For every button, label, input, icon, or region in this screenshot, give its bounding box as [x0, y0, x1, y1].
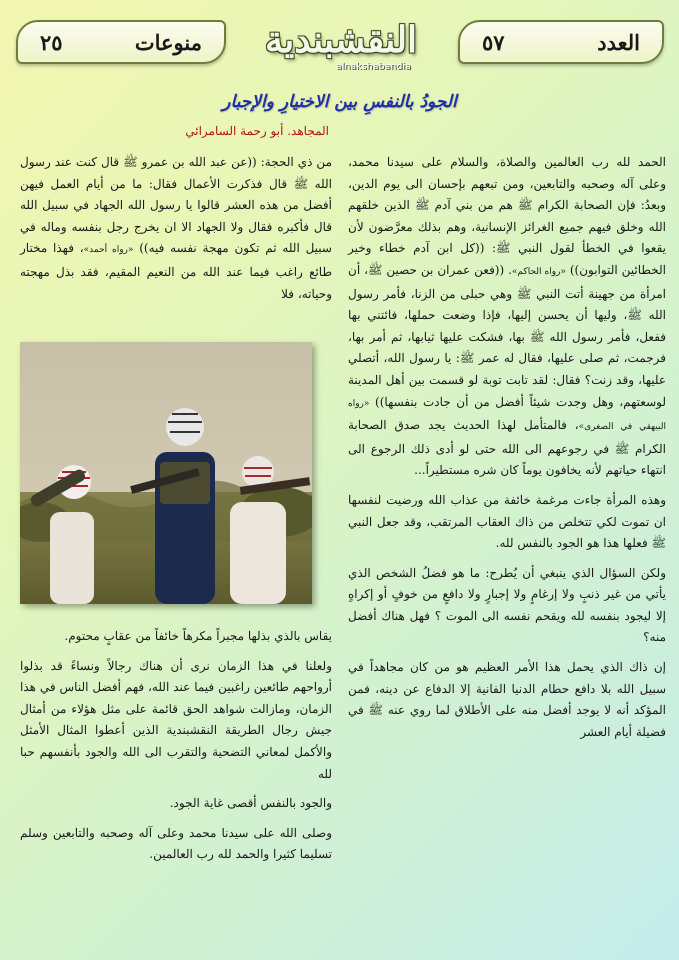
photo-illustration [20, 342, 312, 604]
logo-subtitle: alnakshabandia [336, 62, 412, 72]
paragraph: والجود بالنفس أقصى غاية الجود. [169, 796, 332, 811]
article-left-column-top [20, 152, 332, 313]
article-right-column [348, 152, 666, 751]
logo-title: النقشبندية [264, 19, 418, 61]
reference-note: «رواه الحاكم» [511, 266, 566, 277]
issue-label: العدد [597, 29, 640, 55]
reference-note: «رواه أحمد» [83, 245, 134, 256]
issue-banner [458, 20, 664, 64]
magazine-logo [244, 16, 438, 82]
paragraph: وهذه المرأة جاءت مرغمة خائفة من عذاب الله ورضيت لنفسها ان تموت لكي تتخلص من ذاك العقاب المرتقب، وقد جعل النبي ﷺ فعلها هذا هو الجود بالنفس لله. [348, 492, 666, 551]
paragraph: ولكن السؤال الذي ينبغي أن يُطرح: ما هو فضلُ الشخص الذي يأتي من غير ذنبٍ ولا إرغامٍ ولا إجبارٍ ولا دافعٍ من خوفٍ أو إكراهٍ إلا ليجود بنفسه لله ويقحم نفسه الى الموت ؟ فهل هناك أفضل منه؟ [348, 565, 666, 645]
article-title: الجودُ بالنفسِ بين الاختيارِ والإجبار [222, 92, 457, 112]
page-number: ٢٥ [40, 29, 63, 55]
article-left-column-bottom [20, 626, 332, 874]
paragraph: وصلى الله على سيدنا محمد وعلى آله وصحبه والتابعين وسلم تسليما كثيرا والحمد لله رب العالمين. [20, 825, 332, 862]
article-author: المجاهد. أبو رحمة السامرائي [185, 124, 329, 138]
issue-number: ٥٧ [482, 29, 505, 55]
paragraph: يقاس بالذي بذلها مجبراً مكرهاً خائفاً من عقابٍ محتوم. [64, 629, 332, 643]
section-label: منوعات [134, 29, 202, 55]
section-banner [16, 20, 226, 64]
paragraph: ولعلنا في هذا الزمان نرى أن هناك رجالاً ونساءً قد بذلوا أرواحهم طائعين راغبين فيما عند الله، فهم أفضل الناس في هذا الزمان، ومازالت شواهد الحق قائمة على مثل هؤلاء من أمثال جيش رجال الطريقة النقشبندية الذين أعطوا المثال الأمثل والأكمل لمعاني التضحية والتقرب الى الله والجود بأنفسهم حبا لله [20, 658, 332, 781]
paragraph: إن ذاك الذي يحمل هذا الأمر العظيم هو من كان مجاهداً في سبيل الله بلا دافع حطام الدنيا الفانية إلا الدفاع عن دينه، فمن المؤكد أنه لا يوجد أفضل منه على الأطلاق لما روي عنه ﷺ في فضيلة أيام العشر [348, 660, 666, 739]
reference-note: «رواه البيهقي في الصغرى» [348, 398, 666, 433]
paragraph: من ذي الحجة: ((عن عبد الله بن عمرو ﷺ قال كنت عند رسول الله ﷺ قال فذكرت الأعمال فقال: ما من أيام العمل فيهن أفضل من هذه العشر قالوا يا رسول الله الجهاد في سبيل الله قال فأكبره فقال ولا الجهاد الا ان يخرج رجل بنفسه وماله في سبيل الله ثم تكون مهجة نفسه فيه)) «رواه أحمد»، فهذا مختار طائع راغب فيما عند الله من النعيم المقيم، فقد بذل مهجته وحياته، فلا [20, 155, 332, 301]
fighters-photo [20, 342, 312, 604]
paragraph: الحمد لله رب العالمين والصلاة، والسلام على سيدنا محمد، وعلى آله وصحبه والتابعين، ومن تبعهم بإحسان الى يوم الدين، وبعدُ: فإن الصحابة الكرام ﷺ هم من بني آدم ﷺ الذين خلقهم الله وخلق فيهم جميع الغرائز الإنسانية، وهم بذلك معرَّضون لأن يقعوا في الخطأ لقول النبي ﷺ: ((كل ابن آدم خطاء وخير الخطائين التوابون)) «رواه الحاكم». ((فعن عمران بن حصين ﷺ، أن امرأة من جهينة أتت النبي ﷺ وهي حبلى من الزنا، فأمر رسول الله ﷺ، وليها أن يحسن إليها، فإذا وضعت حملها، فائتني بها ففعل، فأمر رسول الله ﷺ بها، فشكت عليها ثيابها، ثم أمر بها، فرجمت، ثم صلى عليها، فقال له عمر ﷺ: يا رسول الله، أتصلي عليها، وقد زنت؟ فقال: لقد تابت توبة لو قسمت بين أهل المدينة لوسعتهم، وهل وجدت شيئاً أفضل من أن جادت بنفسها)) «رواه البيهقي في الصغرى»، فالمتأمل لهذا الحديث يجد صدق الصحابة الكرام ﷺ في رجوعهم الى الله حتى لو أدى ذلك الرجوع الى انتهاء حياتهم لأنه يخافون يوماً كان شره مستطيراً... [348, 155, 666, 478]
